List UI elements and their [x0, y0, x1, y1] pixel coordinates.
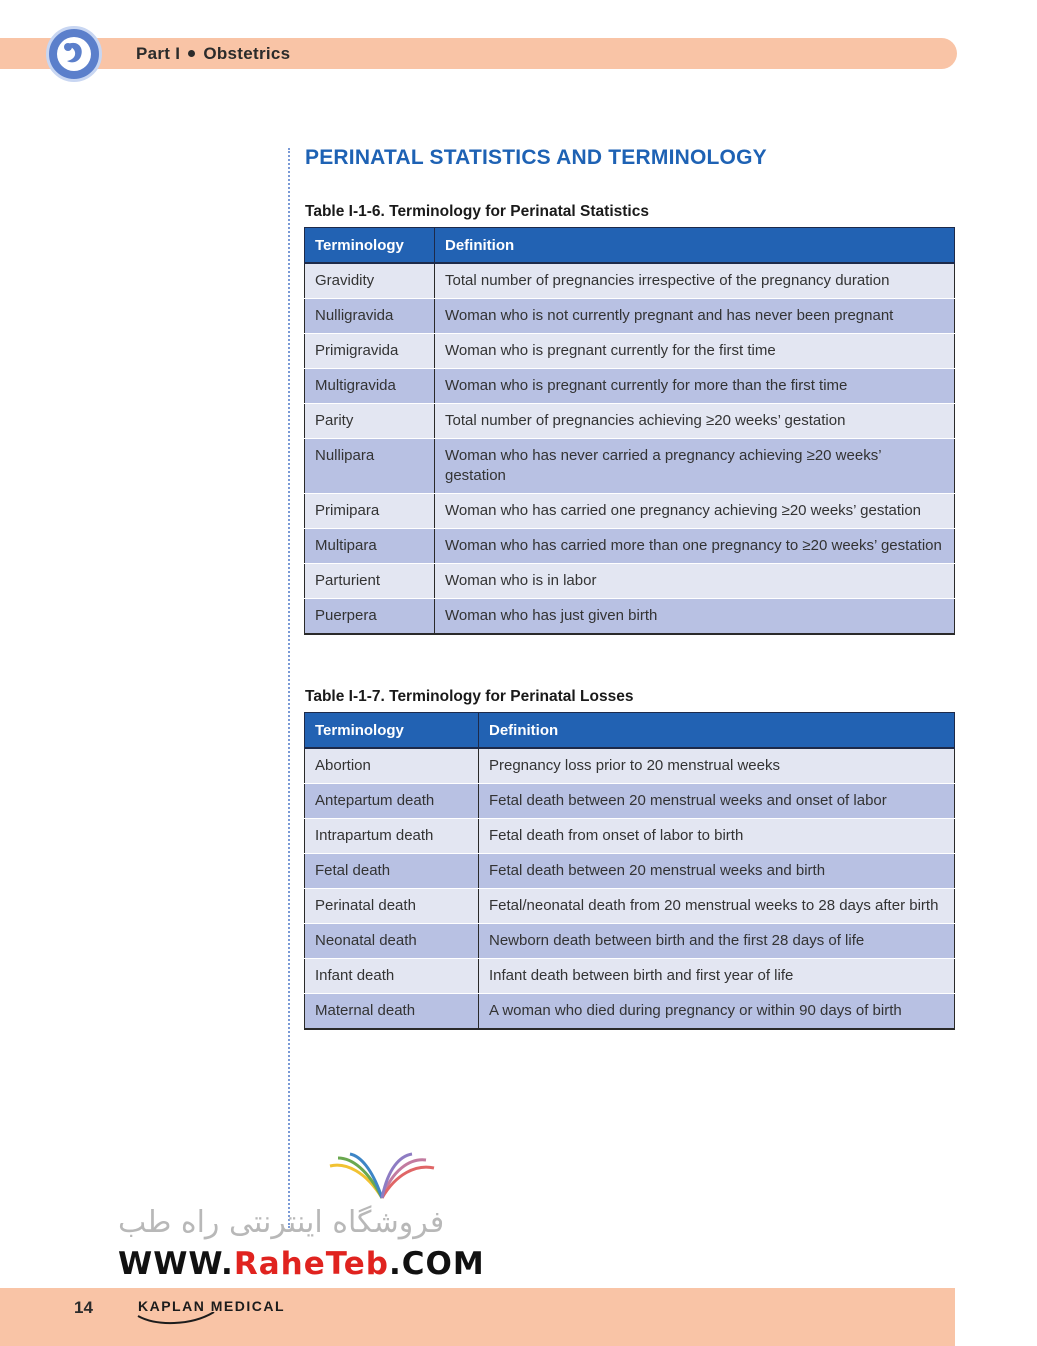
- table-row: [305, 334, 955, 369]
- column-header-definition: Definition: [479, 713, 955, 749]
- table-row: [305, 959, 955, 994]
- url-prefix: WWW.: [118, 1246, 234, 1282]
- term-cell: Intrapartum death: [305, 819, 479, 854]
- term-cell: Neonatal death: [305, 924, 479, 959]
- definition-cell: Fetal death between 20 menstrual weeks and onset of labor: [479, 784, 955, 819]
- column-header-terminology: Terminology: [305, 228, 435, 264]
- definition-cell: Woman who has never carried a pregnancy achieving ≥20 weeks’ gestation: [435, 439, 955, 494]
- table-row: [305, 748, 955, 784]
- definition-cell: Woman who is pregnant currently for more than the first time: [435, 369, 955, 404]
- definition-cell: Total number of pregnancies achieving ≥20 weeks’ gestation: [435, 404, 955, 439]
- table-row: [305, 854, 955, 889]
- definition-cell: Woman who is pregnant currently for the first time: [435, 334, 955, 369]
- table-row: [305, 299, 955, 334]
- table1-caption: Table I-1-6. Terminology for Perinatal Statistics: [305, 203, 649, 220]
- definition-cell: A woman who died during pregnancy or within 90 days of birth: [479, 994, 955, 1030]
- page-number: 14: [74, 1298, 93, 1317]
- term-cell: Parity: [305, 404, 435, 439]
- brand-suffix: MEDICAL: [210, 1298, 286, 1314]
- table-row: [305, 819, 955, 854]
- column-header-definition: Definition: [435, 228, 955, 264]
- term-cell: Abortion: [305, 748, 479, 784]
- watermark-persian-text: فروشگاه اینترنتی راه طب: [118, 1205, 445, 1240]
- watermark-url: [118, 1246, 485, 1282]
- definition-cell: Woman who is in labor: [435, 564, 955, 599]
- term-cell: Infant death: [305, 959, 479, 994]
- table-header-row: [305, 713, 955, 749]
- definition-cell: Woman who is not currently pregnant and has never been pregnant: [435, 299, 955, 334]
- term-cell: Maternal death: [305, 994, 479, 1030]
- term-cell: Antepartum death: [305, 784, 479, 819]
- table-row: [305, 529, 955, 564]
- term-cell: Nulligravida: [305, 299, 435, 334]
- definition-cell: Pregnancy loss prior to 20 menstrual weeks: [479, 748, 955, 784]
- perinatal-losses-table: [304, 712, 955, 1030]
- term-cell: Fetal death: [305, 854, 479, 889]
- bullet-separator: [188, 50, 195, 57]
- definition-cell: Fetal death from onset of labor to birth: [479, 819, 955, 854]
- term-cell: Primipara: [305, 494, 435, 529]
- definition-cell: Infant death between birth and first year of life: [479, 959, 955, 994]
- table-row: [305, 994, 955, 1030]
- table-row: [305, 439, 955, 494]
- running-header: [136, 44, 290, 64]
- term-cell: Puerpera: [305, 599, 435, 635]
- url-brand: RaheTeb: [233, 1246, 389, 1282]
- table-row: [305, 599, 955, 635]
- fetus-icon: [46, 26, 102, 82]
- perinatal-statistics-table: [304, 227, 955, 635]
- definition-cell: Total number of pregnancies irrespective of the pregnancy duration: [435, 263, 955, 299]
- term-cell: Nullipara: [305, 439, 435, 494]
- term-cell: Primigravida: [305, 334, 435, 369]
- definition-cell: Fetal death between 20 menstrual weeks and birth: [479, 854, 955, 889]
- table-row: [305, 369, 955, 404]
- table-row: [305, 564, 955, 599]
- table-row: [305, 784, 955, 819]
- book-logo-icon: [326, 1152, 438, 1202]
- term-cell: Multipara: [305, 529, 435, 564]
- section-label: Obstetrics: [203, 44, 291, 63]
- section-title: PERINATAL STATISTICS AND TERMINOLOGY: [305, 146, 767, 169]
- table2-caption: Table I-1-7. Terminology for Perinatal Losses: [305, 688, 634, 705]
- definition-cell: Woman who has carried more than one pregnancy to ≥20 weeks’ gestation: [435, 529, 955, 564]
- table-row: [305, 889, 955, 924]
- url-suffix: .COM: [388, 1246, 485, 1282]
- term-cell: Perinatal death: [305, 889, 479, 924]
- definition-cell: Newborn death between birth and the first 28 days of life: [479, 924, 955, 959]
- term-cell: Multigravida: [305, 369, 435, 404]
- table-row: [305, 494, 955, 529]
- table-row: [305, 924, 955, 959]
- brand-name: KAPLAN: [138, 1298, 206, 1314]
- definition-cell: Fetal/neonatal death from 20 menstrual weeks to 28 days after birth: [479, 889, 955, 924]
- definition-cell: Woman who has carried one pregnancy achieving ≥20 weeks’ gestation: [435, 494, 955, 529]
- term-cell: Parturient: [305, 564, 435, 599]
- table-header-row: [305, 228, 955, 264]
- margin-dotted-rule: [288, 148, 290, 1228]
- column-header-terminology: Terminology: [305, 713, 479, 749]
- part-label: Part I: [136, 44, 181, 63]
- table-row: [305, 263, 955, 299]
- kaplan-swoosh-icon: [136, 1312, 216, 1326]
- term-cell: Gravidity: [305, 263, 435, 299]
- definition-cell: Woman who has just given birth: [435, 599, 955, 635]
- table-row: [305, 404, 955, 439]
